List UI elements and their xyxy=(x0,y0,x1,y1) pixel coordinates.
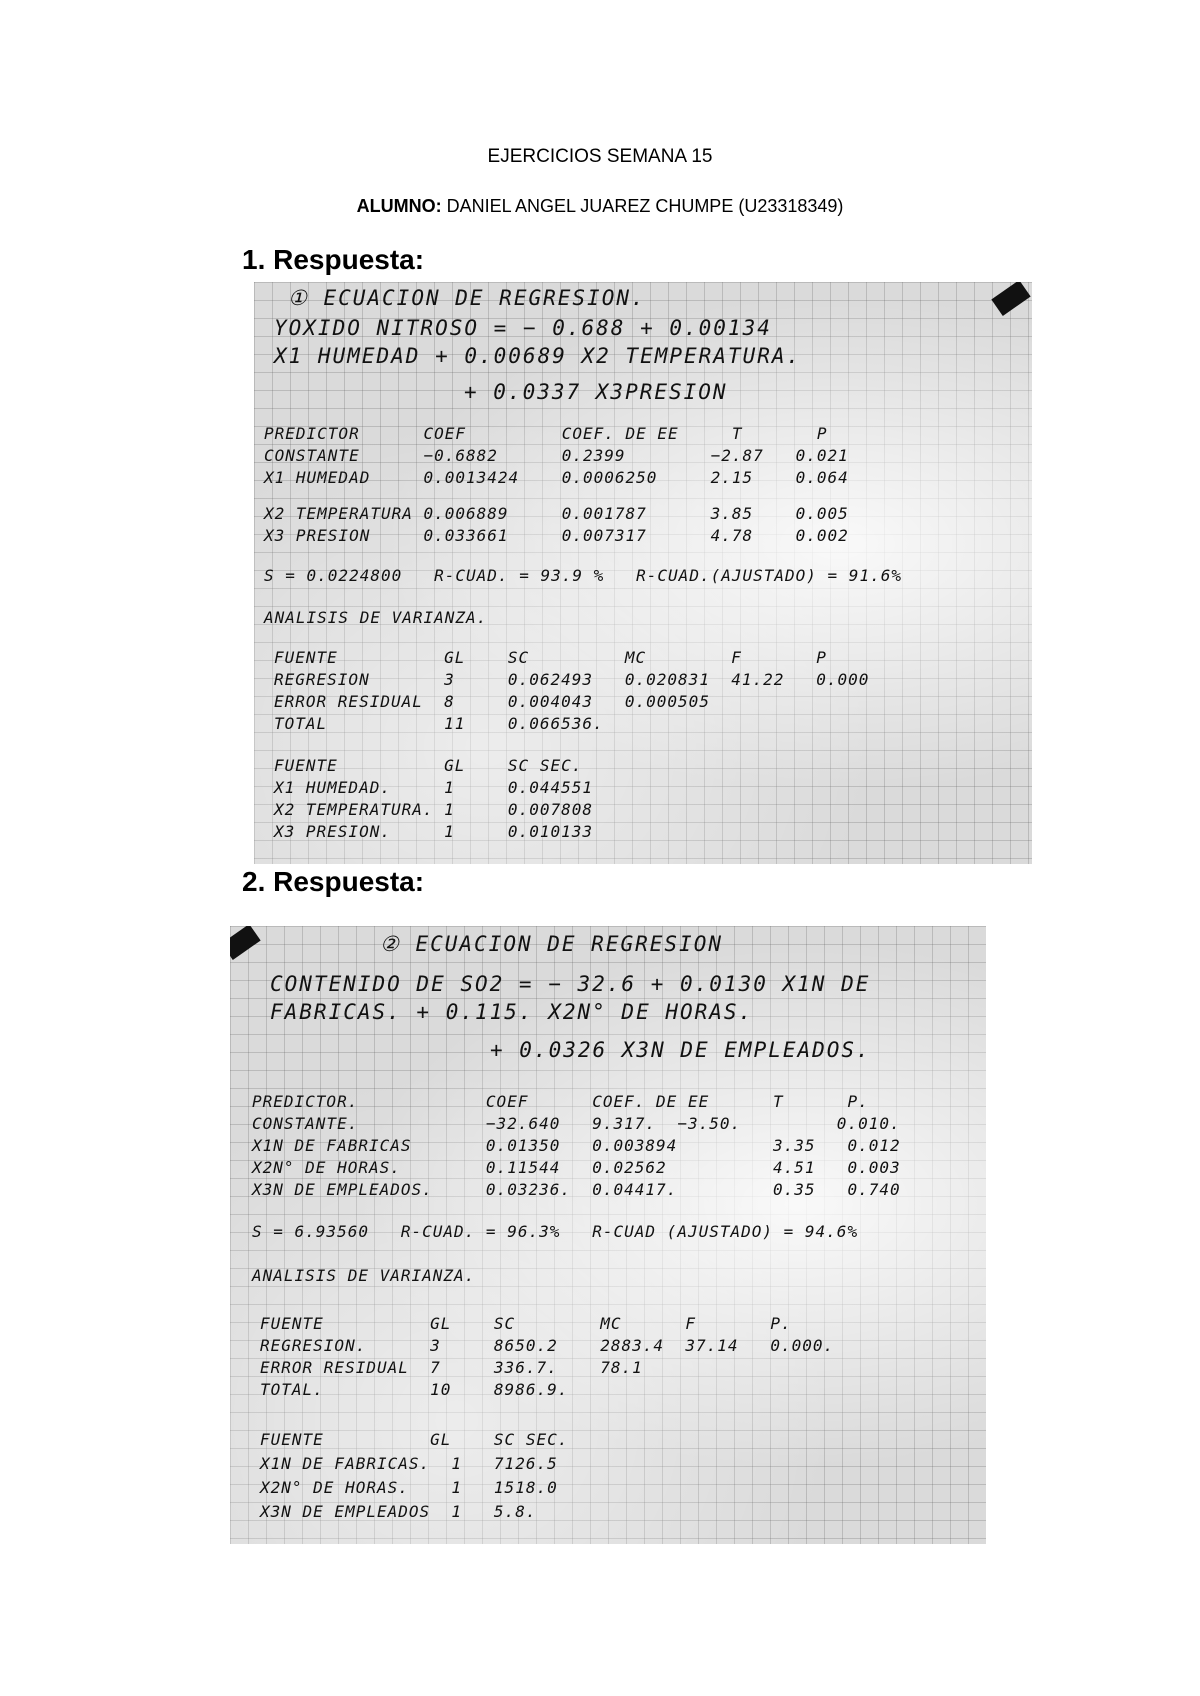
photo2-line-2: FABRICAS. + 0.115. X2N° DE HORAS. xyxy=(270,1000,754,1024)
student-line xyxy=(0,196,1200,217)
photo1-line-3: + 0.0337 X3PRESION xyxy=(464,380,728,404)
photo2-line-5: CONSTANTE. −32.640 9.317. −3.50. 0.010. xyxy=(252,1114,901,1133)
photo1-line-10: ANALISIS DE VARIANZA. xyxy=(264,608,488,627)
photo2-line-17: X2N° DE HORAS. 1 1518.0 xyxy=(260,1478,558,1497)
photo-corner-mark xyxy=(991,282,1030,316)
photo2-line-1: CONTENIDO DE SO2 = − 32.6 + 0.0130 X1N DE xyxy=(270,972,871,996)
photo1-line-5: CONSTANTE −0.6882 0.2399 −2.87 0.021 xyxy=(264,446,849,465)
photo2-line-9: S = 6.93560 R-CUAD. = 96.3% R-CUAD (AJUSTADO) = 94.6% xyxy=(252,1222,859,1241)
photo2-line-11: FUENTE GL SC MC F P. xyxy=(260,1314,792,1333)
photo2-line-16: X1N DE FABRICAS. 1 7126.5 xyxy=(260,1454,558,1473)
answer-1-heading: 1. Respuesta: xyxy=(242,244,425,275)
photo1-line-1: YOXIDO NITROSO = − 0.688 + 0.00134 xyxy=(274,316,772,340)
photo-corner-mark xyxy=(230,926,261,960)
photo1-line-9: S = 0.0224800 R-CUAD. = 93.9 % R-CUAD.(AJUSTADO) = 91.6% xyxy=(264,566,902,585)
photo2-line-13: ERROR RESIDUAL 7 336.7. 78.1 xyxy=(260,1358,643,1377)
photo1-line-15: FUENTE GL SC SEC. xyxy=(274,756,583,775)
photo1-line-8: X3 PRESION 0.033661 0.007317 4.78 0.002 xyxy=(264,526,849,545)
photo2-line-12: REGRESION. 3 8650.2 2883.4 37.14 0.000. xyxy=(260,1336,835,1355)
photo1-line-12: REGRESION 3 0.062493 0.020831 41.22 0.000 xyxy=(274,670,870,689)
photo1-line-7: X2 TEMPERATURA 0.006889 0.001787 3.85 0.005 xyxy=(264,504,849,523)
student-name: DANIEL ANGEL JUAREZ CHUMPE (U23318349) xyxy=(446,196,844,216)
photo1-line-14: TOTAL 11 0.066536. xyxy=(274,714,604,733)
photo1-line-18: X3 PRESION. 1 0.010133 xyxy=(274,822,593,841)
photo2-line-4: PREDICTOR. COEF COEF. DE EE T P. xyxy=(252,1092,869,1111)
photo2-line-7: X2N° DE HORAS. 0.11544 0.02562 4.51 0.003 xyxy=(252,1158,901,1177)
photo2-line-8: X3N DE EMPLEADOS. 0.03236. 0.04417. 0.35 0.740 xyxy=(252,1180,901,1199)
photo2-line-6: X1N DE FABRICAS 0.01350 0.003894 3.35 0.012 xyxy=(252,1136,901,1155)
photo2-line-15: FUENTE GL SC SEC. xyxy=(260,1430,569,1449)
photo1-line-11: FUENTE GL SC MC F P xyxy=(274,648,827,667)
answer-1-handwritten-photo xyxy=(254,282,1032,864)
photo1-line-0: ① ECUACION DE REGRESION. xyxy=(288,286,646,310)
photo1-line-17: X2 TEMPERATURA. 1 0.007808 xyxy=(274,800,593,819)
photo1-line-13: ERROR RESIDUAL 8 0.004043 0.000505 xyxy=(274,692,710,711)
answer-2-heading: 2. Respuesta: xyxy=(242,866,425,897)
photo1-line-16: X1 HUMEDAD. 1 0.044551 xyxy=(274,778,593,797)
photo1-line-6: X1 HUMEDAD 0.0013424 0.0006250 2.15 0.064 xyxy=(264,468,849,487)
student-label: ALUMNO: xyxy=(356,196,442,216)
photo2-line-14: TOTAL. 10 8986.9. xyxy=(260,1380,569,1399)
photo2-line-0: ② ECUACION DE REGRESION xyxy=(380,932,723,956)
photo2-line-10: ANALISIS DE VARIANZA. xyxy=(252,1266,476,1285)
photo2-line-3: + 0.0326 X3N DE EMPLEADOS. xyxy=(490,1038,871,1062)
answer-2-handwritten-photo xyxy=(230,926,986,1544)
photo1-line-2: X1 HUMEDAD + 0.00689 X2 TEMPERATURA. xyxy=(274,344,802,368)
photo1-line-4: PREDICTOR COEF COEF. DE EE T P xyxy=(264,424,828,443)
photo2-line-18: X3N DE EMPLEADOS 1 5.8. xyxy=(260,1502,537,1521)
document-title: EJERCICIOS SEMANA 15 xyxy=(487,146,713,167)
